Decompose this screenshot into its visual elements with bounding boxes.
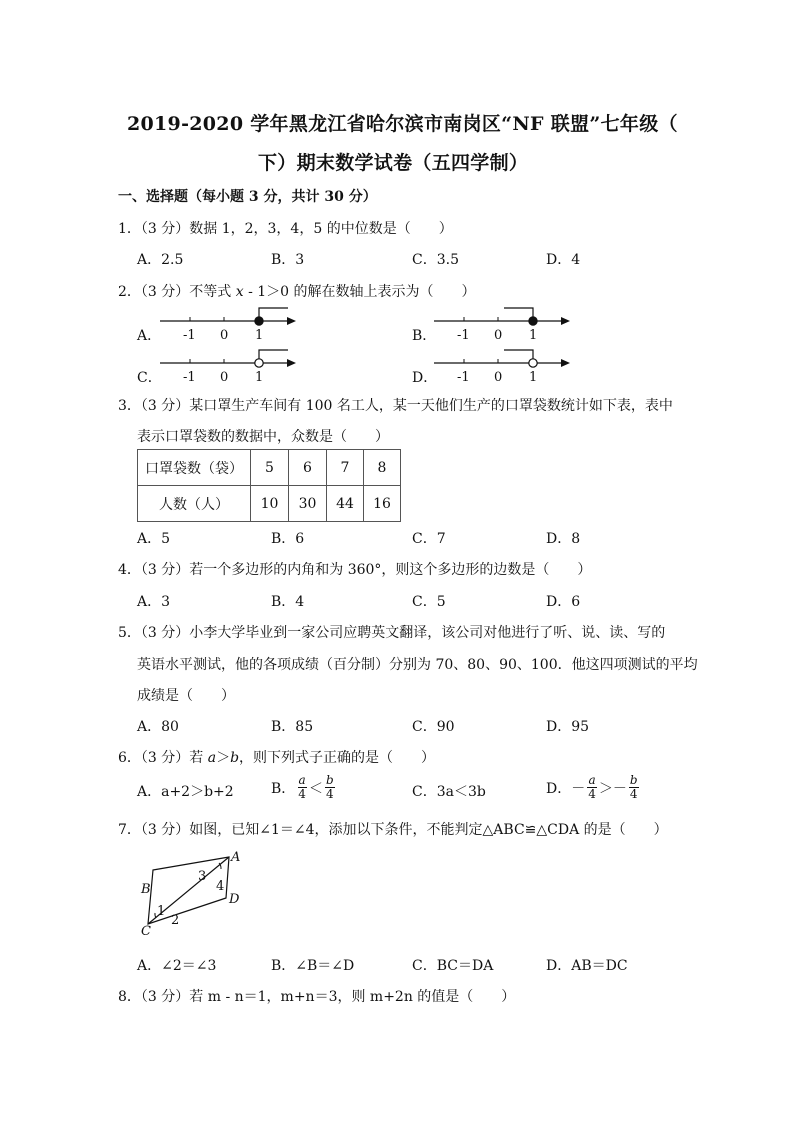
fraction-a-over-4 <box>297 774 307 801</box>
tick-1: 1 <box>529 328 538 343</box>
denominator: 4 <box>298 787 306 801</box>
q3-option-d: D．8 <box>546 531 581 547</box>
q5-stem-line1: 5．（3 分）小李大学毕业到一家公司应聘英文翻译，该公司对他进行了听、说、读、写的 <box>118 625 666 641</box>
q4-option-c: C．5 <box>412 594 446 610</box>
q6-option-d-label: D． <box>546 780 572 797</box>
table-cell: 7 <box>327 450 364 486</box>
q2-label-c: C． <box>137 370 162 386</box>
q6-stem-gt: ＞ <box>216 750 231 766</box>
q8-stem: 8．（3 分）若 m - n＝1，m+n＝3，则 m+2n 的值是（ ） <box>118 989 516 1005</box>
tick-minus1: -1 <box>183 370 196 385</box>
numerator: a <box>588 773 596 787</box>
q1-option-c: C．3.5 <box>412 252 459 268</box>
q6-stem-a: a <box>207 750 217 766</box>
table-cell: 6 <box>289 450 327 486</box>
section-heading: 一、选择题（每小题 3 分，共计 30 分） <box>118 189 377 205</box>
less-than-sign: ＜ <box>308 780 323 797</box>
q3-stem-line1: 3．（3 分）某口罩生产车间有 100 名工人，某一天他们生产的口罩袋数统计如下表，表中 <box>118 398 673 414</box>
q2-label-d: D． <box>412 370 438 386</box>
q1-option-d: D．4 <box>546 252 581 268</box>
q2-stem-post: - 1＞0 的解在数轴上表示为（ ） <box>243 284 476 300</box>
q3-table <box>137 449 401 522</box>
q6-option-c: C．3a＜3b <box>412 784 486 800</box>
tick-0: 0 <box>494 370 503 385</box>
numerator: b <box>325 773 334 787</box>
q2-label-b: B． <box>412 328 437 344</box>
q4-option-a: A．3 <box>137 594 171 610</box>
vertex-a-label: A <box>231 850 241 865</box>
q4-stem: 4．（3 分）若一个多边形的内角和为 360°，则这个多边形的边数是（ ） <box>118 562 592 578</box>
tick-minus1: -1 <box>457 370 470 385</box>
q2-stem-x: x <box>235 284 244 300</box>
numerator: a <box>298 773 306 787</box>
vertex-d-label: D <box>229 892 240 907</box>
numerator: b <box>629 773 638 787</box>
title-line-1: 2019-2020 学年黑龙江省哈尔滨市南岗区“NF 联盟”七年级（ <box>127 113 678 135</box>
tick-minus1: -1 <box>183 328 196 343</box>
tick-0: 0 <box>220 370 229 385</box>
q6-stem-post: ，则下列式子正确的是（ ） <box>239 750 436 766</box>
q3-option-b: B．6 <box>271 531 305 547</box>
table-row <box>138 450 401 486</box>
table-cell: 10 <box>251 486 289 522</box>
number-line-d <box>434 347 574 387</box>
q5-stem-line3: 成绩是（ ） <box>137 688 235 704</box>
minus-sign: － <box>612 780 627 797</box>
q3-stem-line2: 表示口罩袋数的数据中，众数是（ ） <box>137 429 389 445</box>
table-header-cell: 人数（人） <box>138 486 251 522</box>
q5-stem-line2: 英语水平测试，他的各项成绩（百分制）分别为 70、80、90、100．他这四项测试的平均 <box>137 657 698 673</box>
tick-1: 1 <box>255 328 264 343</box>
q1-option-a: A．2.5 <box>137 252 184 268</box>
q7-option-a: A．∠2＝∠3 <box>137 958 217 974</box>
table-cell: 5 <box>251 450 289 486</box>
q7-option-b: B．∠B＝∠D <box>271 958 355 974</box>
q5-option-d: D．95 <box>546 719 590 735</box>
title-line-2: 下）期末数学试卷（五四学制） <box>258 152 529 174</box>
fraction-a-over-4 <box>587 774 597 801</box>
fraction-b-over-4 <box>325 774 335 801</box>
q6-stem-b: b <box>230 750 240 766</box>
greater-than-sign: ＞ <box>598 780 613 797</box>
q7-parallelogram-figure <box>135 845 255 945</box>
tick-1: 1 <box>255 370 264 385</box>
q4-option-d: D．6 <box>546 594 581 610</box>
table-cell: 44 <box>327 486 364 522</box>
q3-option-c: C．7 <box>412 531 446 547</box>
tick-minus1: -1 <box>457 328 470 343</box>
table-cell: 30 <box>289 486 327 522</box>
denominator: 4 <box>629 787 638 801</box>
q6-stem <box>118 747 435 767</box>
q5-option-a: A．80 <box>137 719 179 735</box>
q2-stem-pre: 2．（3 分）不等式 <box>118 284 236 300</box>
q2-label-a: A． <box>137 328 162 344</box>
q4-option-b: B．4 <box>271 594 305 610</box>
angle-1-label: 1 <box>157 904 166 919</box>
fraction-b-over-4 <box>629 774 639 801</box>
q7-option-c: C．BC＝DA <box>412 958 494 974</box>
tick-0: 0 <box>220 328 229 343</box>
table-header-cell: 口罩袋数（袋） <box>138 450 251 486</box>
tick-0: 0 <box>494 328 503 343</box>
q5-option-c: C．90 <box>412 719 455 735</box>
q6-stem-pre: 6．（3 分）若 <box>118 750 208 766</box>
angle-2-label: 2 <box>171 913 180 928</box>
q5-option-b: B．85 <box>271 719 314 735</box>
table-row <box>138 486 401 522</box>
q6-option-a: A．a+2＞b+2 <box>137 784 234 800</box>
q1-stem: 1．（3 分）数据 1，2，3，4，5 的中位数是（ ） <box>118 221 453 237</box>
number-line-a <box>160 305 300 345</box>
q7-option-d: D．AB＝DC <box>546 958 628 974</box>
table-cell: 8 <box>364 450 401 486</box>
angle-4-label: 4 <box>216 879 225 894</box>
tick-1: 1 <box>529 370 538 385</box>
minus-sign: － <box>571 780 586 797</box>
angle-3-label: 3 <box>198 869 207 884</box>
q1-option-b: B．3 <box>271 252 305 268</box>
table-cell: 16 <box>364 486 401 522</box>
denominator: 4 <box>325 787 334 801</box>
q7-stem: 7．（3 分）如图，已知∠1＝∠4，添加以下条件，不能判定△ABC≌△CDA 的是（ ） <box>118 822 668 838</box>
number-line-b <box>434 305 574 345</box>
q6-option-b <box>271 774 337 801</box>
q3-option-a: A．5 <box>137 531 171 547</box>
q6-option-b-label: B． <box>271 780 296 797</box>
q2-stem <box>118 281 476 301</box>
vertex-c-label: C <box>141 924 151 939</box>
q6-option-d <box>546 774 641 801</box>
denominator: 4 <box>588 787 596 801</box>
vertex-b-label: B <box>141 882 151 897</box>
number-line-c <box>160 347 300 387</box>
